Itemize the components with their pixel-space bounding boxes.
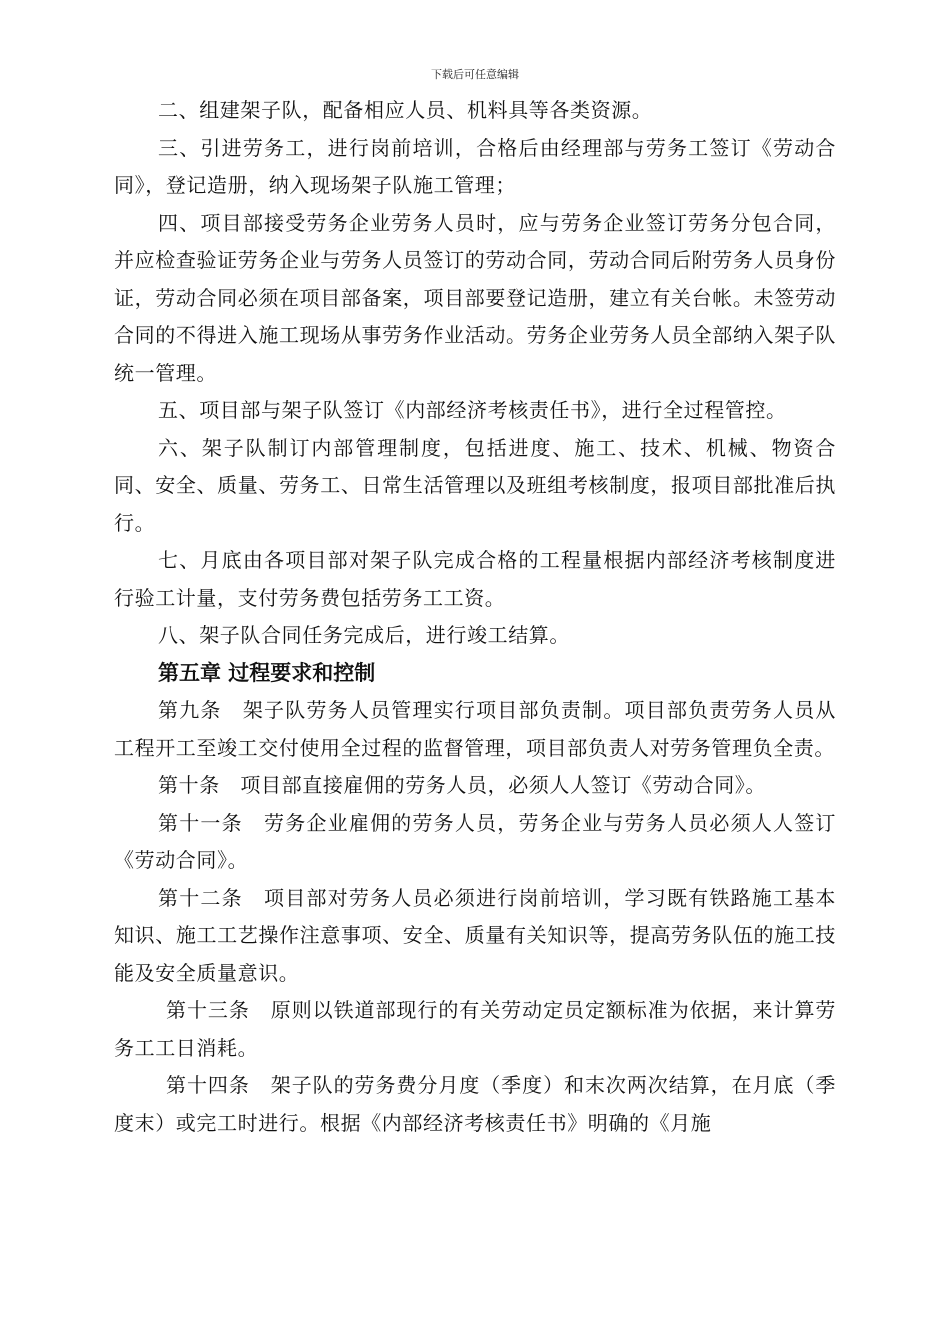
paragraph-8: 八、架子队合同任务完成后，进行竣工结算。 <box>158 623 570 647</box>
chapter-heading: 第五章 过程要求和控制 <box>158 660 376 685</box>
article-9: 第九条 架子队劳务人员管理实行项目部负责制。项目部负责劳务人员从工程开工至竣工交付使用全过程的监督管理，项目部负责人对劳务管理负全责。 <box>114 698 836 760</box>
paragraph-4: 四、项目部接受劳务企业劳务人员时，应与劳务企业签订劳务分包合同，并应检查验证劳务企业与劳务人员签订的劳动合同，劳动合同后附劳务人员身份证，劳动合同必须在项目部备案，项目部要登记造册，建立有关台帐。未签劳动合同的不得进入施工现场从事劳务作业活动。劳务企业劳务人员全部纳入架子队统一管理。 <box>114 210 836 385</box>
article-10: 第十条 项目部直接雇佣的劳务人员，必须人人签订《劳动合同》。 <box>158 773 766 797</box>
paragraph-2: 二、组建架子队，配备相应人员、机料具等各类资源。 <box>158 98 653 122</box>
paragraph-7: 七、月底由各项目部对架子队完成合格的工程量根据内部经济考核制度进行验工计量，支付劳务费包括劳务工工资。 <box>114 548 836 610</box>
header-note: 下载后可任意编辑 <box>431 68 519 81</box>
paragraph-6: 六、架子队制订内部管理制度，包括进度、施工、技术、机械、物资合同、安全、质量、劳务工、日常生活管理以及班组考核制度，报项目部批准后执行。 <box>114 435 836 535</box>
article-14: 第十四条 架子队的劳务费分月度（季度）和末次两次结算，在月底（季度末）或完工时进行。根据《内部经济考核责任书》明确的《月施 <box>114 1073 836 1135</box>
article-13: 第十三条 原则以铁道部现行的有关劳动定员定额标准为依据，来计算劳务工工日消耗。 <box>114 998 836 1060</box>
paragraph-3: 三、引进劳务工，进行岗前培训，合格后由经理部与劳务工签订《劳动合同》，登记造册，纳入现场架子队施工管理； <box>114 135 836 197</box>
article-12: 第十二条 项目部对劳务人员必须进行岗前培训，学习既有铁路施工基本知识、施工工艺操作注意事项、安全、质量有关知识等，提高劳务队伍的施工技能及安全质量意识。 <box>114 885 836 985</box>
document-body <box>114 92 836 1142</box>
paragraph-5: 五、项目部与架子队签订《内部经济考核责任书》，进行全过程管控。 <box>158 398 787 422</box>
article-11: 第十一条 劳务企业雇佣的劳务人员，劳务企业与劳务人员必须人人签订《劳动合同》。 <box>114 810 836 872</box>
